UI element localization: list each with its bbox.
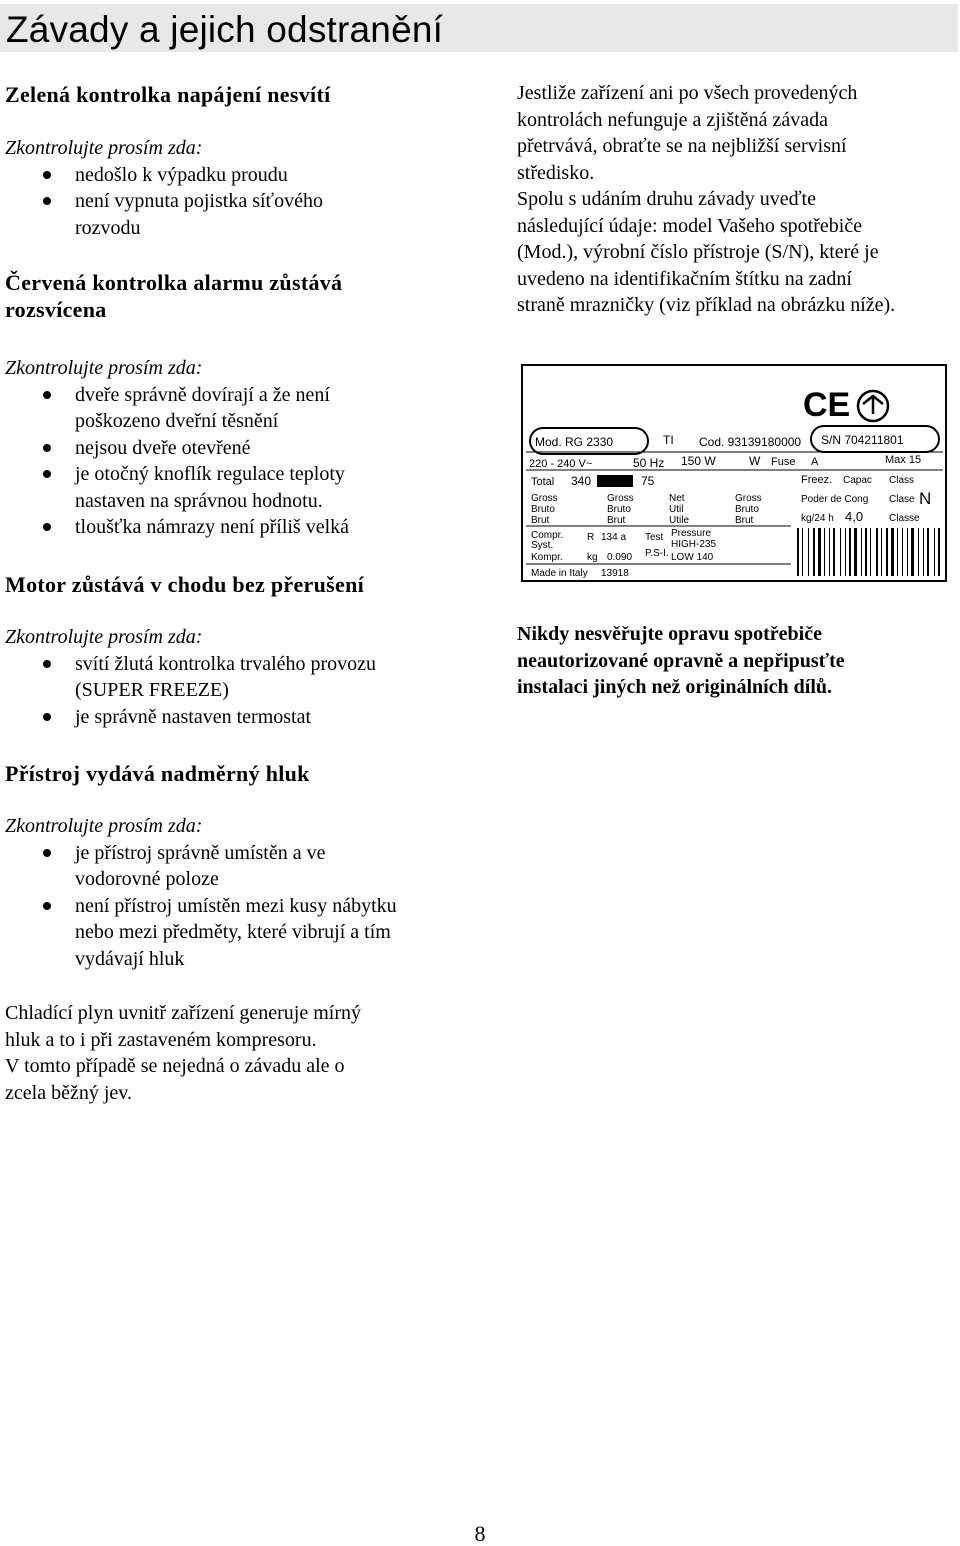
bullet-icon bbox=[43, 391, 51, 399]
svg-text:CE: CE bbox=[803, 386, 851, 424]
svg-text:Gross: Gross bbox=[735, 493, 762, 504]
svg-text:Classe: Classe bbox=[889, 513, 920, 524]
bullet-icon bbox=[43, 849, 51, 857]
svg-text:4,0: 4,0 bbox=[845, 509, 864, 524]
svg-text:Capac: Capac bbox=[843, 475, 872, 486]
svg-text:Gross: Gross bbox=[607, 493, 634, 504]
list-item: je otočný knoflík regulace teploty nastaven na správnou hodnotu. bbox=[0, 461, 400, 514]
svg-text:Made in Italy: Made in Italy bbox=[531, 568, 588, 579]
bullet-icon bbox=[43, 470, 51, 478]
service-info bbox=[517, 80, 957, 319]
check-intro: Zkontrolujte prosím zda: bbox=[5, 137, 203, 159]
svg-text:Brut: Brut bbox=[607, 515, 626, 526]
svg-text:Clase: Clase bbox=[889, 494, 915, 505]
svg-text:0.090: 0.090 bbox=[607, 552, 633, 563]
bullet-icon bbox=[43, 523, 51, 531]
heading-motor: Motor zůstává v chodu bez přerušení bbox=[5, 572, 365, 597]
list-item: není přístroj umístěn mezi kusy nábytku nebo mezi předměty, které vibrují a tím vydávají hluk bbox=[0, 893, 415, 973]
svg-text:220 - 240 V~: 220 - 240 V~ bbox=[529, 458, 593, 470]
section-motor bbox=[5, 571, 485, 730]
note-line: hluk a to i při zastaveném kompresoru. bbox=[5, 1028, 317, 1051]
check-intro: Zkontrolujte prosím zda: bbox=[5, 815, 203, 837]
list-item: není vypnuta pojistka síťového rozvodu bbox=[0, 188, 375, 241]
rating-plate-image bbox=[521, 364, 947, 582]
list-green-light bbox=[0, 162, 485, 242]
svg-text:150 W: 150 W bbox=[681, 454, 716, 468]
svg-text:13918: 13918 bbox=[601, 568, 629, 579]
svg-text:Pressure: Pressure bbox=[671, 528, 712, 539]
svg-text:P.S-I.: P.S-I. bbox=[645, 548, 669, 559]
svg-text:Net: Net bbox=[669, 493, 685, 504]
svg-text:340: 340 bbox=[571, 474, 592, 488]
svg-text:Utile: Utile bbox=[669, 515, 690, 526]
svg-text:Brut: Brut bbox=[735, 515, 754, 526]
svg-text:S/N 704211801: S/N 704211801 bbox=[821, 433, 904, 447]
svg-text:W: W bbox=[749, 454, 761, 468]
service-line: Jestliže zařízení ani po všech provedených bbox=[517, 82, 858, 104]
warning-line: neautorizované opravně a nepřipusťte bbox=[517, 649, 845, 672]
svg-text:Util: Util bbox=[669, 504, 684, 515]
svg-text:HIGH-235: HIGH-235 bbox=[671, 539, 717, 550]
list-item: nedošlo k výpadku proudu bbox=[0, 162, 485, 189]
page-title: Závady a jejich odstranění bbox=[6, 9, 444, 50]
svg-text:Fuse: Fuse bbox=[771, 456, 796, 468]
section-noise bbox=[5, 760, 485, 972]
title-bar bbox=[0, 4, 958, 52]
list-item: dveře správně dovírají a že není poškozeno dveřní těsnění bbox=[0, 382, 375, 435]
list-item: nejsou dveře otevřené bbox=[0, 435, 485, 462]
svg-text:75: 75 bbox=[641, 474, 655, 488]
note-line: V tomto případě se nejedná o závadu ale o bbox=[5, 1055, 345, 1077]
list-item: tloušťka námrazy není příliš velká bbox=[0, 514, 485, 541]
service-line: následující údaje: model Vašeho spotřebiče bbox=[517, 214, 863, 237]
bullet-icon bbox=[43, 660, 51, 668]
heading-red-alarm: Červená kontrolka alarmu zůstává rozsvícena bbox=[5, 270, 343, 322]
list-noise bbox=[0, 840, 485, 973]
svg-text:Test: Test bbox=[645, 532, 664, 543]
list-motor bbox=[0, 651, 485, 731]
warning-line: Nikdy nesvěřujte opravu spotřebiče bbox=[517, 623, 822, 645]
service-line: (Mod.), výrobní číslo přístroje (S/N), které je bbox=[517, 241, 879, 263]
svg-text:Compr.: Compr. bbox=[531, 530, 564, 541]
service-line: Spolu s udáním druhu závady uveďte bbox=[517, 188, 816, 210]
svg-text:Gross: Gross bbox=[531, 493, 558, 504]
svg-text:kg: kg bbox=[587, 552, 598, 563]
warning-note bbox=[517, 621, 957, 701]
section-red-alarm-list bbox=[5, 355, 485, 541]
service-line: středisko. bbox=[517, 161, 595, 184]
list-item: svítí žlutá kontrolka trvalého provozu (SUPER FREEZE) bbox=[0, 651, 435, 704]
svg-text:50 Hz: 50 Hz bbox=[633, 456, 665, 470]
svg-text:Mod. RG 2330: Mod. RG 2330 bbox=[535, 435, 614, 449]
heading-green-light: Zelená kontrolka napájení nesvítí bbox=[5, 82, 331, 107]
service-line: kontrolách nefunguje a zjištěná závada bbox=[517, 108, 828, 131]
svg-text:TI: TI bbox=[663, 433, 674, 447]
note-line: Chladící plyn uvnitř zařízení generuje mírný bbox=[5, 1002, 361, 1024]
svg-text:Total: Total bbox=[531, 476, 555, 488]
svg-text:Syst.: Syst. bbox=[531, 540, 554, 551]
heading-noise: Přístroj vydává nadměrný hluk bbox=[5, 761, 310, 786]
svg-text:Max 15: Max 15 bbox=[885, 454, 922, 466]
check-intro: Zkontrolujte prosím zda: bbox=[5, 626, 203, 648]
svg-text:Poder de Cong: Poder de Cong bbox=[801, 494, 869, 505]
svg-text:Bruto: Bruto bbox=[531, 504, 555, 515]
list-red-alarm bbox=[0, 382, 485, 541]
service-line: přetrvává, obraťte se na nejbližší servisní bbox=[517, 135, 847, 157]
service-line: straně mrazničky (viz příklad na obrázku níže). bbox=[517, 294, 896, 316]
warning-line: instalaci jiných než originálních dílů. bbox=[517, 676, 833, 698]
svg-text:N: N bbox=[919, 489, 932, 508]
svg-text:Brut: Brut bbox=[531, 515, 550, 526]
list-item: je přístroj správně umístěn a ve vodorovné poloze bbox=[0, 840, 375, 893]
service-line: uvedeno na identifikačním štítku na zadní bbox=[517, 267, 852, 290]
svg-text:R: R bbox=[587, 532, 595, 543]
page-number: 8 bbox=[474, 1521, 486, 1546]
svg-text:Freez.: Freez. bbox=[801, 474, 833, 486]
bullet-icon bbox=[43, 902, 51, 910]
bullet-icon bbox=[43, 197, 51, 205]
note-line: zcela běžný jev. bbox=[5, 1081, 132, 1104]
svg-text:Kompr.: Kompr. bbox=[531, 552, 563, 563]
svg-text:Bruto: Bruto bbox=[735, 504, 759, 515]
svg-text:134 a: 134 a bbox=[601, 532, 627, 543]
list-item: je správně nastaven termostat bbox=[0, 704, 485, 731]
bullet-icon bbox=[43, 171, 51, 179]
bullet-icon bbox=[43, 713, 51, 721]
check-intro: Zkontrolujte prosím zda: bbox=[5, 357, 203, 379]
section-red-alarm bbox=[5, 269, 425, 323]
svg-text:Class: Class bbox=[889, 475, 915, 486]
noise-note bbox=[5, 1000, 485, 1106]
svg-text:kg/24 h: kg/24 h bbox=[801, 513, 834, 524]
svg-text:A: A bbox=[811, 456, 819, 468]
svg-text:Cod. 93139180000: Cod. 93139180000 bbox=[699, 435, 802, 449]
svg-text:Bruto: Bruto bbox=[607, 504, 631, 515]
svg-text:LOW 140: LOW 140 bbox=[671, 552, 714, 563]
bullet-icon bbox=[43, 444, 51, 452]
section-green-light bbox=[5, 81, 485, 241]
